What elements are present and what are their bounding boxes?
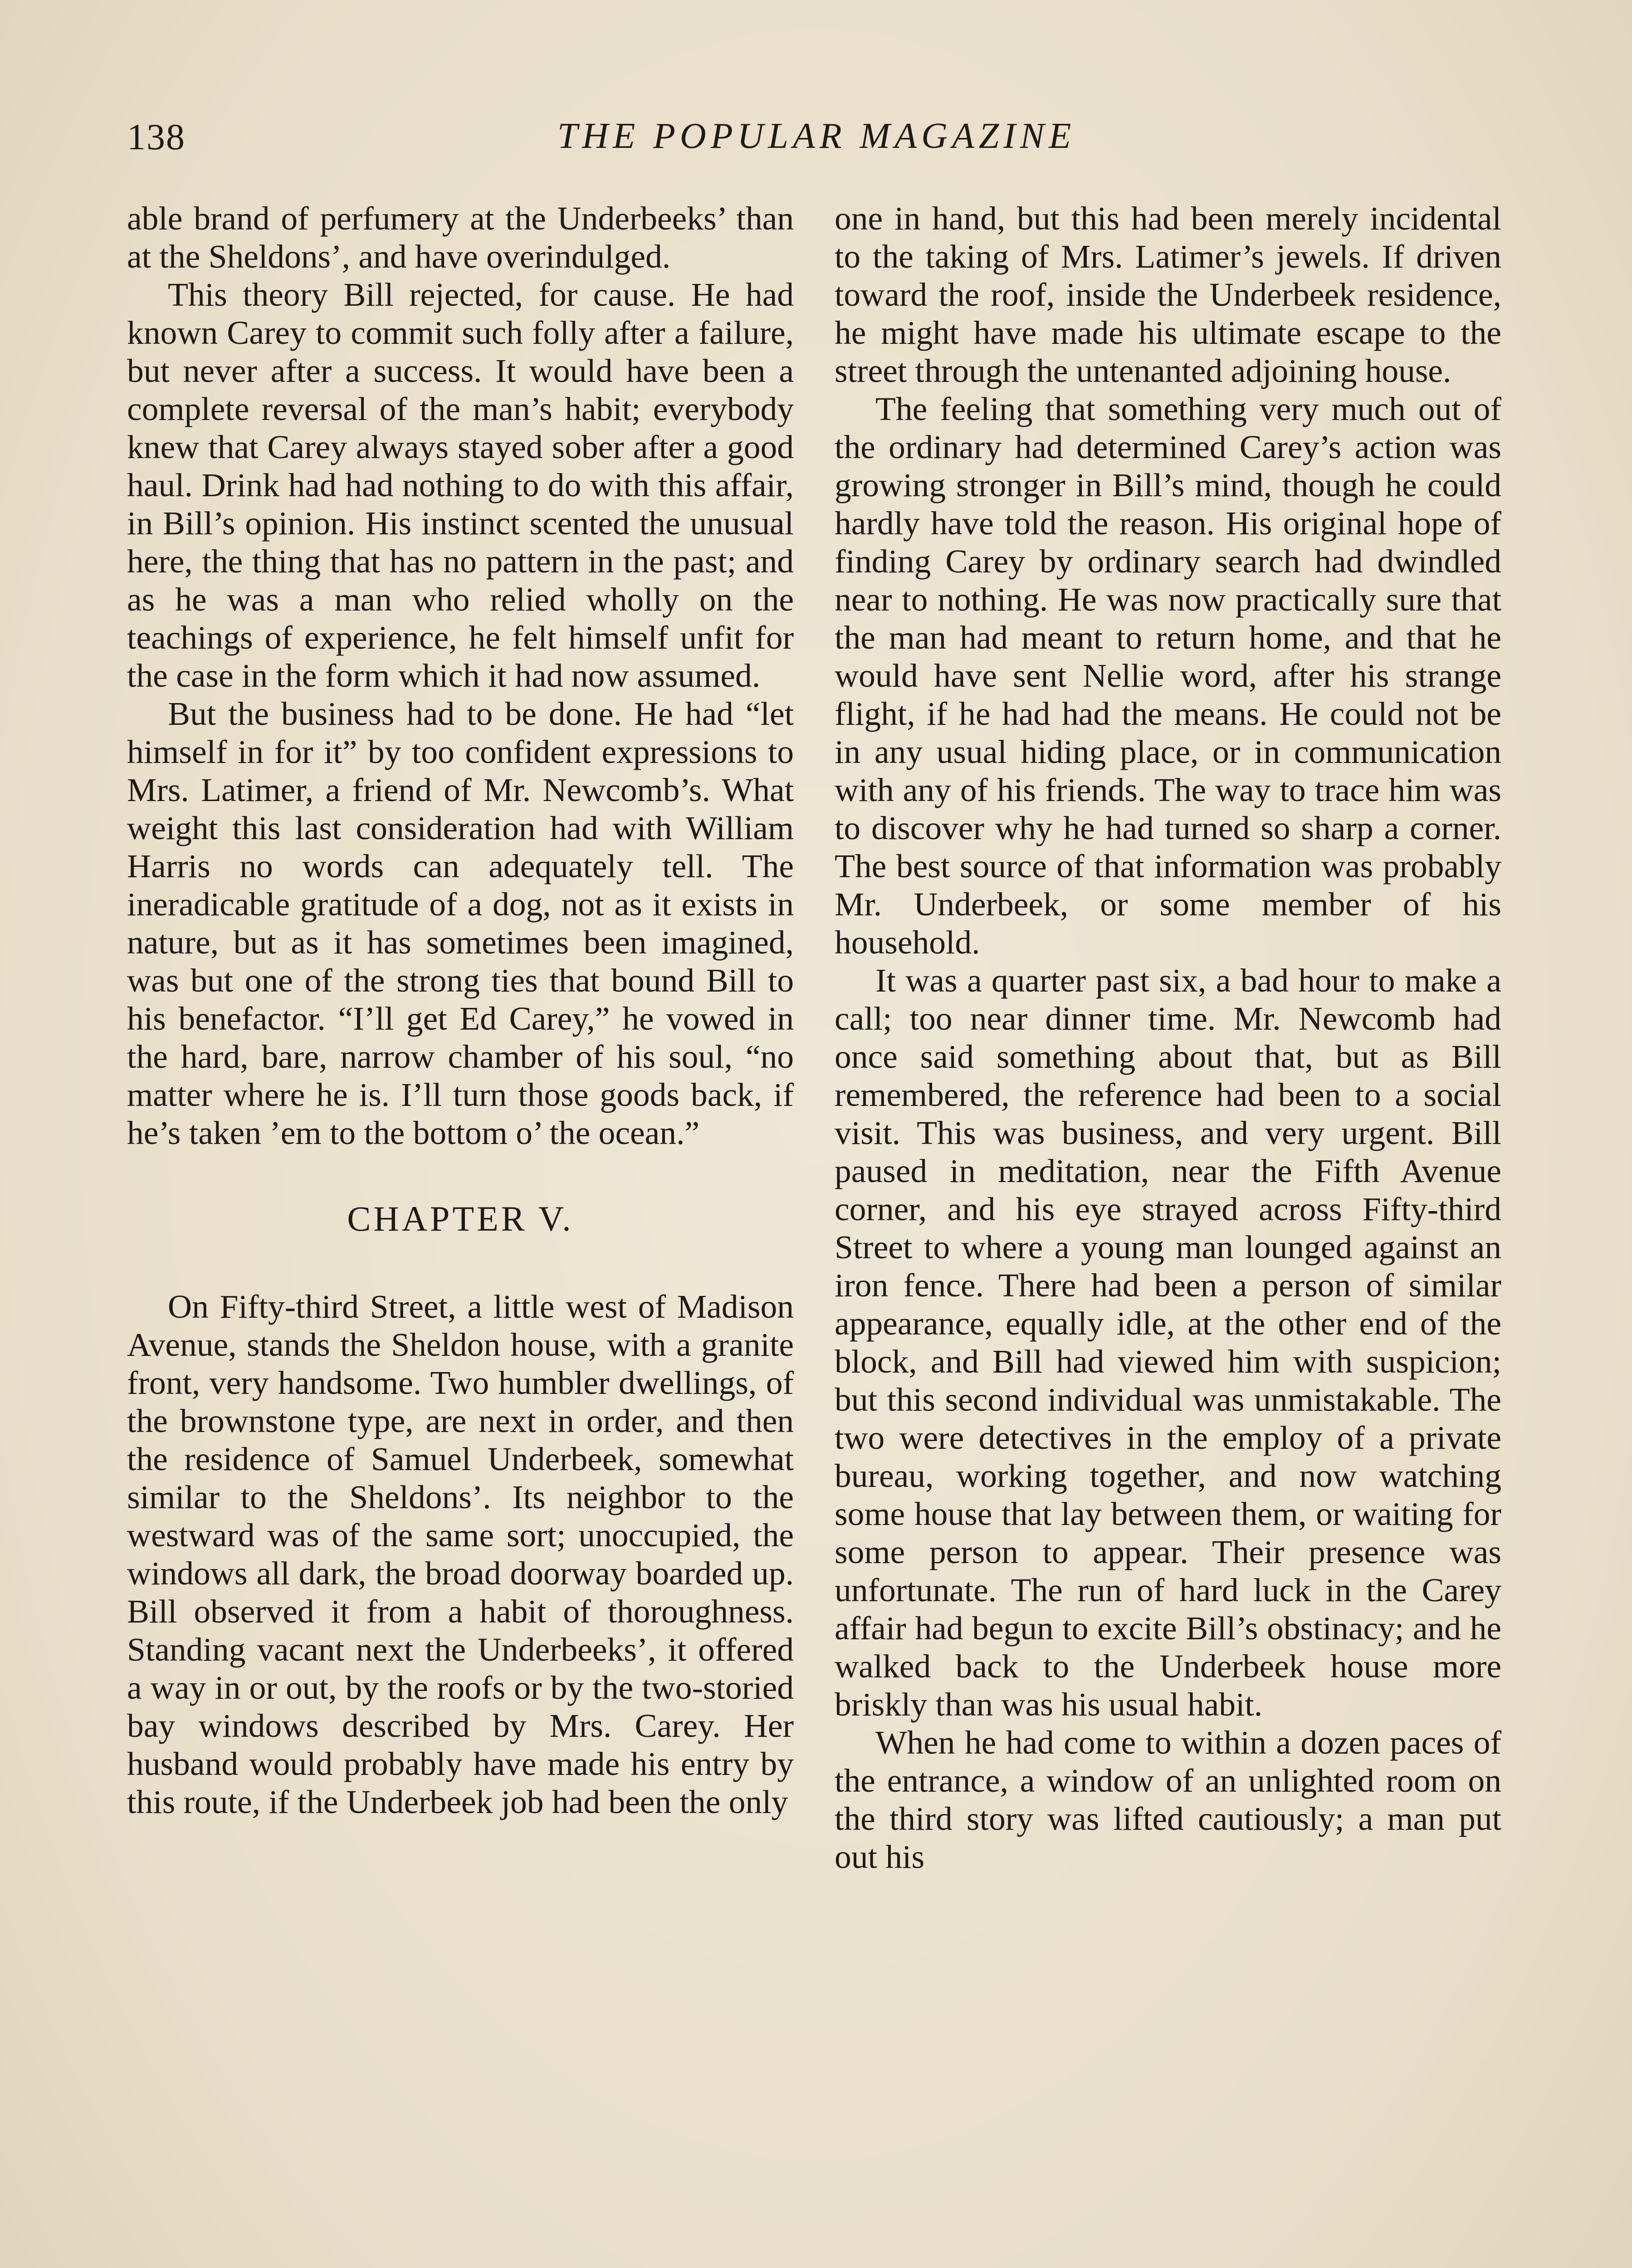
paragraph: one in hand, but this had been merely incidental to the taking of Mrs. Latimer’s jewels. If driven toward the roof, inside the Underbeek residence, he might have made his ultimate escape to the street through the untenanted adjoining house. <box>835 200 1501 389</box>
paragraph: It was a quarter past six, a bad hour to make a call; too near dinner time. Mr. Newcomb had once said something about that, but as Bill remembered, the reference had been to a social visit. This was business, and very urgent. Bill paused in meditation, near the Fifth Avenue corner, and his eye strayed across Fifty-third Street to where a young man lounged against an iron fence. There had been a person of similar appearance, equally idle, at the other end of the block, and Bill had viewed him with suspicion; but this second individual was unmistakable. The two were detectives in the employ of a private bureau, working together, and now watching some house that lay between them, or waiting for some person to appear. Their presence was unfortunate. The run of hard luck in the Carey affair had begun to excite Bill’s obstinacy; and he walked back to the Underbeek house more briskly than was his usual habit. <box>835 962 1501 1723</box>
page-header <box>127 116 1506 166</box>
paragraph: On Fifty-third Street, a little west of Madison Avenue, stands the Sheldon house, with a granite front, very handsome. Two humbler dwellings, of the brownstone type, are next in order, and then the residence of Samuel Underbeek, somewhat similar to the Sheldons’. Its neighbor to the westward was of the same sort; unoccupied, the windows all dark, the broad doorway boarded up. Bill observed it from a habit of thoroughness. Standing vacant next the Underbeeks’, it offered a way in or out, by the roofs or by the two-storied bay windows described by Mrs. Carey. Her husband would probably have made his entry by this route, if the Underbeek job had been the only <box>127 1288 794 1820</box>
right-column <box>835 200 1501 1876</box>
running-title: THE POPULAR MAGAZINE <box>557 116 1076 156</box>
left-column <box>127 200 794 1821</box>
page-number: 138 <box>127 116 186 157</box>
paragraph: able brand of perfumery at the Underbeeks’ than at the Sheldons’, and have overindulged. <box>127 200 794 275</box>
chapter-heading: CHAPTER V. <box>347 1199 574 1238</box>
paragraph: When he had come to within a dozen paces of the entrance, a window of an unlighted room on the third story was lifted cautiously; a man put out his <box>835 1724 1501 1875</box>
paragraph: But the business had to be done. He had “let himself in for it” by too confident expressions to Mrs. Latimer, a friend of Mr. Newcomb’s. What weight this last consideration had with William Harris no words can adequately tell. The ineradicable gratitude of a dog, not as it exists in nature, but as it has sometimes been imagined, was but one of the strong ties that bound Bill to his benefactor. “I’ll get Ed Carey,” he vowed in the hard, bare, narrow chamber of his soul, “no matter where he is. I’ll turn those goods back, if he’s taken ’em to the bottom o’ the ocean.” <box>127 695 794 1151</box>
paragraph: This theory Bill rejected, for cause. He had known Carey to commit such folly after a failure, but never after a success. It would have been a complete reversal of the man’s habit; everybody knew that Carey always stayed sober after a good haul. Drink had had nothing to do with this affair, in Bill’s opinion. His instinct scented the unusual here, the thing that has no pattern in the past; and as he was a man who relied wholly on the teachings of experience, he felt himself unfit for the case in the form which it had now assumed. <box>127 276 794 694</box>
paragraph: The feeling that something very much out of the ordinary had determined Carey’s action was growing stronger in Bill’s mind, though he could hardly have told the reason. His original hope of finding Carey by ordinary search had dwindled near to nothing. He was now practically sure that the man had meant to return home, and that he would have sent Nellie word, after his strange flight, if he had had the means. He could not be in any usual hiding place, or in communication with any of his friends. The way to trace him was to discover why he had turned so sharp a corner. The best source of that information was probably Mr. Underbeek, or some member of his household. <box>835 391 1501 961</box>
